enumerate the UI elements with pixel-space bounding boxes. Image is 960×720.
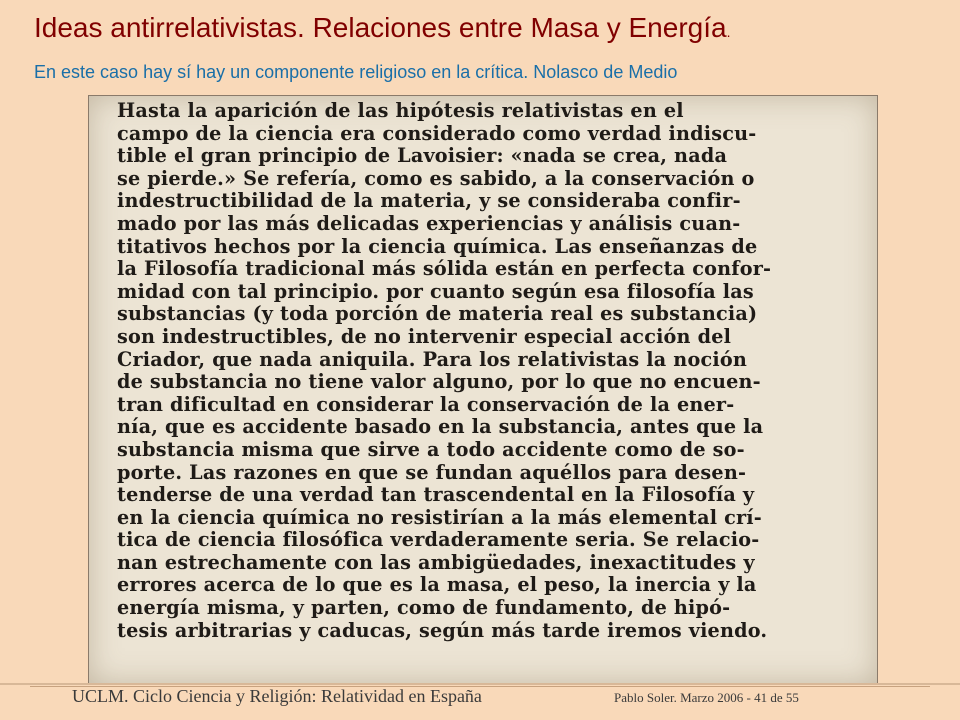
scanned-line: titativos hechos por la ciencia química. Las enseñanzas de bbox=[117, 235, 758, 258]
scanned-line: substancia misma que sirve a todo accidente como de so- bbox=[117, 438, 745, 461]
scanned-line: Hasta la aparición de las hipótesis relativistas en el bbox=[117, 100, 684, 122]
footer-divider bbox=[0, 683, 960, 685]
scanned-line: mado por las más delicadas experiencias y análisis cuan- bbox=[117, 212, 741, 235]
scanned-line: son indestructibles, de no intervenir especial acción del bbox=[117, 325, 732, 348]
scanned-text-body bbox=[117, 100, 847, 642]
scanned-line: la Filosofía tradicional más sólida están en perfecta confor- bbox=[117, 258, 772, 281]
scanned-line: nan estrechamente con las ambigüedades, inexactitudes y bbox=[117, 551, 755, 574]
slide-title-period: . bbox=[726, 24, 731, 40]
scanned-line: de substancia no tiene valor alguno, por lo que no encuen- bbox=[117, 371, 761, 394]
scanned-line: Criador, que nada aniquila. Para los relativistas la noción bbox=[117, 348, 747, 371]
scanned-line: porte. Las razones en que se fundan aquéllos para desen- bbox=[117, 461, 747, 484]
scanned-line: nía, que es accidente basado en la substancia, antes que la bbox=[117, 416, 764, 439]
scanned-line: se pierde.» Se refería, como es sabido, a la conservación o bbox=[117, 167, 755, 190]
scanned-line: tesis arbitrarias y caducas, según más tarde iremos viendo. bbox=[117, 619, 768, 642]
scanned-line: en la ciencia química no resistirían a la más elemental crí- bbox=[117, 506, 762, 529]
slide-title-text: Ideas antirrelativistas. Relaciones entre Masa y Energía bbox=[34, 12, 727, 43]
scanned-line: substancias (y toda porción de materia real es substancia) bbox=[117, 303, 758, 326]
footer-course-label: UCLM. Ciclo Ciencia y Religión: Relatividad en España bbox=[72, 686, 482, 706]
slide-subtitle: En este caso hay sí hay un componente religioso en la crítica. Nolasco de Medio bbox=[34, 62, 678, 82]
scanned-line: tible el gran principio de Lavoisier: «nada se crea, nada bbox=[117, 145, 728, 168]
scanned-line: campo de la ciencia era considerado como verdad indiscu- bbox=[117, 122, 757, 145]
scanned-line: tica de ciencia filosófica verdaderamente seria. Se relacio- bbox=[117, 529, 760, 552]
scanned-line: energía misma, y parten, como de fundamento, de hipó- bbox=[117, 597, 731, 620]
scanned-line: tenderse de una verdad tan trascendental en la Filosofía y bbox=[117, 484, 755, 507]
scanned-line: errores acerca de lo que es la masa, el peso, la inercia y la bbox=[117, 574, 757, 597]
scanned-text-image bbox=[88, 95, 878, 685]
slide-title bbox=[34, 12, 730, 44]
scanned-line: tran dificultad en considerar la conservación de la ener- bbox=[117, 393, 735, 416]
footer-author-page: Pablo Soler. Marzo 2006 - 41 de 55 bbox=[614, 690, 799, 705]
scanned-line: midad con tal principio. por cuanto según esa filosofía las bbox=[117, 280, 754, 303]
scanned-line: indestructibilidad de la materia, y se consideraba confir- bbox=[117, 190, 741, 213]
